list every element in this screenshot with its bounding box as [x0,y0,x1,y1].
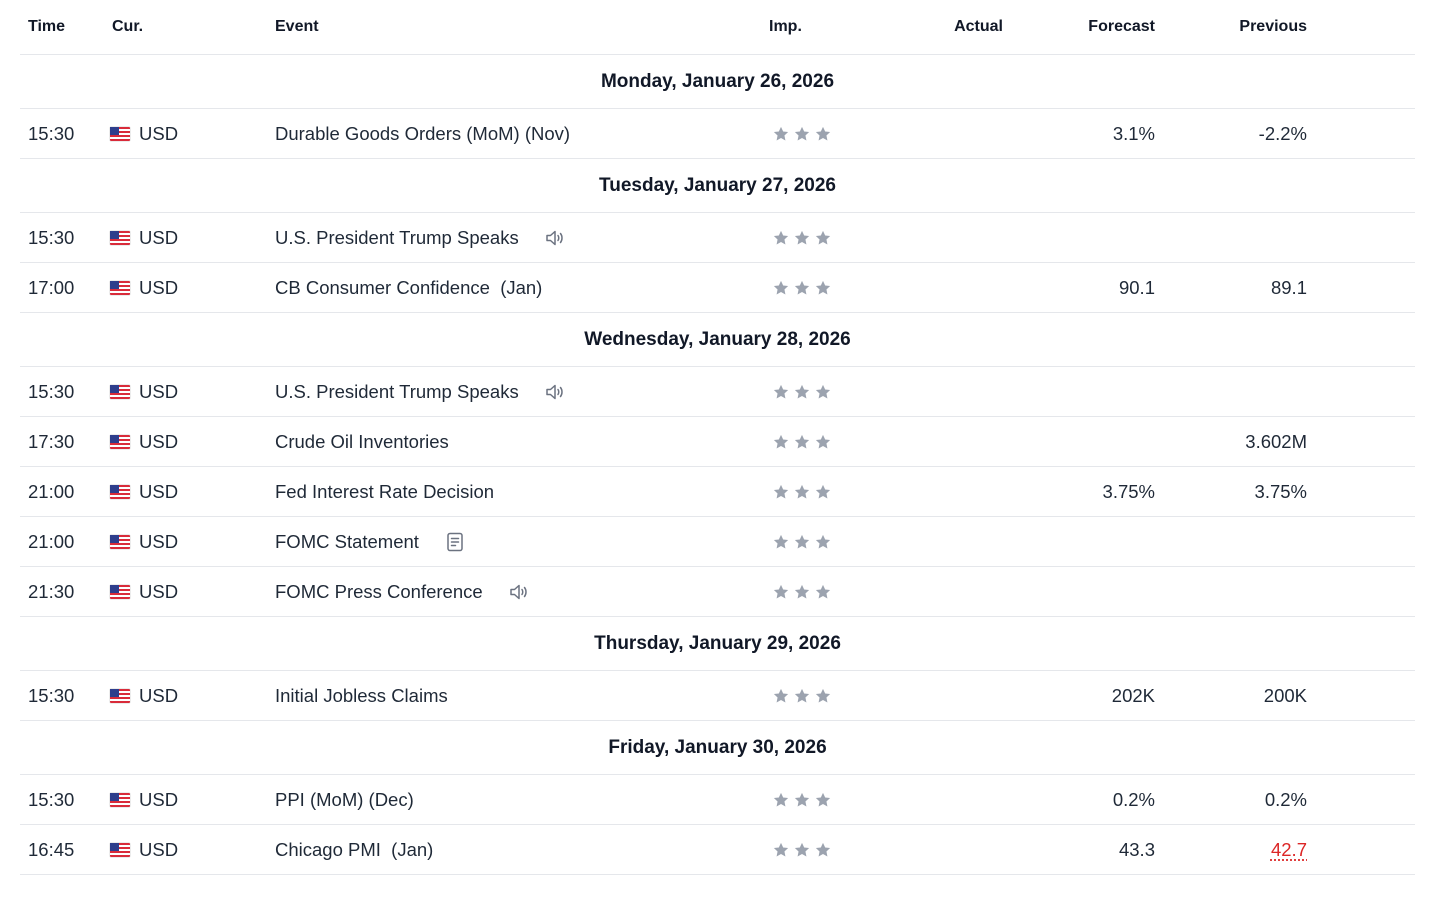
header-currency[interactable]: Cur. [112,18,144,35]
star-icon [814,841,832,859]
event-previous [1155,685,1307,707]
day-header: Monday, January 26, 2026 [20,55,1415,109]
document-icon[interactable] [443,530,467,554]
event-previous [1155,431,1307,453]
event-forecast: 3.1% [1112,122,1155,144]
event-time: 21:00 [28,530,75,552]
event-cell [275,277,764,299]
star-icon [772,687,790,705]
event-forecast: 90.1 [1118,276,1155,298]
event-currency [112,789,275,811]
event-time: 15:30 [28,122,75,144]
event-currency [112,381,275,403]
event-time: 21:30 [28,580,75,602]
star-icon [772,229,790,247]
us-flag-icon [110,485,130,499]
star-icon [814,383,832,401]
event-time: 17:30 [28,430,75,452]
event-previous [1155,839,1307,861]
event-name[interactable]: Chicago PMI (Jan) [275,838,434,860]
event-currency [112,685,275,707]
star-icon [772,533,790,551]
event-cell [275,685,764,707]
event-name[interactable]: CB Consumer Confidence (Jan) [275,276,543,298]
event-time: 15:30 [28,788,75,810]
currency-code: USD [139,580,179,602]
importance-rating [764,383,874,401]
event-row[interactable] [20,263,1415,313]
previous-value: 3.602M [1245,430,1307,452]
event-cell [275,580,764,604]
header-time[interactable]: Time [28,18,66,35]
event-currency [112,277,275,299]
table-header [20,0,1415,55]
star-icon [793,125,811,143]
us-flag-icon [110,793,130,807]
speaker-icon[interactable] [507,580,531,604]
star-icon [793,791,811,809]
star-icon [772,125,790,143]
importance-rating [764,841,874,859]
event-row[interactable] [20,467,1415,517]
currency-code: USD [139,788,179,810]
currency-code: USD [139,480,179,502]
event-time: 17:00 [28,276,75,298]
event-time: 16:45 [28,838,75,860]
event-currency [112,431,275,453]
us-flag-icon [110,435,130,449]
event-time: 21:00 [28,480,75,502]
event-cell [275,380,764,404]
event-name[interactable]: Durable Goods Orders (MoM) (Nov) [275,122,571,144]
previous-value: 0.2% [1264,788,1307,810]
header-actual[interactable]: Actual [954,18,1003,35]
star-icon [772,383,790,401]
event-cell [275,226,764,250]
star-icon [793,483,811,501]
event-forecast: 3.75% [1102,480,1155,502]
star-icon [793,279,811,297]
importance-rating [764,791,874,809]
header-importance[interactable]: Imp. [769,18,802,35]
importance-rating [764,533,874,551]
currency-code: USD [139,838,179,860]
star-icon [793,533,811,551]
us-flag-icon [110,231,130,245]
event-previous [1155,123,1307,145]
currency-code: USD [139,380,179,402]
event-previous [1155,789,1307,811]
header-event[interactable]: Event [275,18,319,35]
importance-rating [764,687,874,705]
us-flag-icon [110,127,130,141]
star-icon [814,791,832,809]
star-icon [793,841,811,859]
currency-code: USD [139,122,179,144]
currency-code: USD [139,226,179,248]
event-row[interactable] [20,367,1415,417]
event-forecast: 43.3 [1118,838,1155,860]
event-name[interactable]: FOMC Press Conference [275,580,483,602]
previous-value: 3.75% [1254,480,1307,502]
us-flag-icon [110,585,130,599]
event-name[interactable]: Crude Oil Inventories [275,430,449,452]
previous-value: 89.1 [1270,276,1307,298]
event-name[interactable]: U.S. President Trump Speaks [275,380,519,402]
event-cell [275,431,764,453]
event-cell [275,789,764,811]
economic-calendar [20,0,1415,875]
star-icon [814,687,832,705]
table-body [20,55,1415,875]
event-row[interactable] [20,517,1415,567]
star-icon [814,583,832,601]
star-icon [814,279,832,297]
previous-value: 200K [1263,684,1307,706]
event-name[interactable]: FOMC Statement [275,530,419,552]
event-forecast: 202K [1111,684,1155,706]
importance-rating [764,433,874,451]
us-flag-icon [110,385,130,399]
event-row[interactable] [20,567,1415,617]
star-icon [814,433,832,451]
star-icon [772,583,790,601]
event-time: 15:30 [28,684,75,706]
star-icon [814,533,832,551]
event-name[interactable]: PPI (MoM) (Dec) [275,788,414,810]
us-flag-icon [110,535,130,549]
star-icon [814,229,832,247]
star-icon [793,383,811,401]
star-icon [793,433,811,451]
star-icon [793,229,811,247]
header-previous[interactable]: Previous [1239,18,1307,35]
event-previous [1155,277,1307,299]
day-header: Tuesday, January 27, 2026 [20,159,1415,213]
star-icon [772,433,790,451]
event-forecast: 0.2% [1112,788,1155,810]
event-time: 15:30 [28,226,75,248]
importance-rating [764,125,874,143]
star-icon [793,583,811,601]
event-row[interactable] [20,671,1415,721]
importance-rating [764,279,874,297]
event-row[interactable] [20,775,1415,825]
event-currency [112,227,275,249]
previous-value: -2.2% [1258,122,1307,144]
header-forecast[interactable]: Forecast [1088,18,1155,35]
us-flag-icon [110,281,130,295]
event-cell [275,530,764,554]
currency-code: USD [139,530,179,552]
star-icon [814,483,832,501]
currency-code: USD [139,430,179,452]
star-icon [772,483,790,501]
event-cell [275,839,764,861]
star-icon [814,125,832,143]
importance-rating [764,583,874,601]
event-currency [112,581,275,603]
event-name[interactable]: Fed Interest Rate Decision [275,480,495,502]
us-flag-icon [110,843,130,857]
star-icon [772,279,790,297]
importance-rating [764,229,874,247]
event-row[interactable] [20,417,1415,467]
us-flag-icon [110,689,130,703]
event-currency [112,839,275,861]
importance-rating [764,483,874,501]
event-currency [112,531,275,553]
event-cell [275,481,764,503]
currency-code: USD [139,276,179,298]
event-name[interactable]: Initial Jobless Claims [275,684,448,706]
star-icon [772,791,790,809]
day-header: Wednesday, January 28, 2026 [20,313,1415,367]
previous-value: 42.7 [1270,838,1307,860]
event-name[interactable]: U.S. President Trump Speaks [275,226,519,248]
event-previous [1155,481,1307,503]
day-header: Friday, January 30, 2026 [20,721,1415,775]
event-row[interactable] [20,109,1415,159]
event-currency [112,123,275,145]
speaker-icon[interactable] [543,226,567,250]
star-icon [793,687,811,705]
event-time: 15:30 [28,380,75,402]
speaker-icon[interactable] [543,380,567,404]
event-row[interactable] [20,825,1415,875]
event-row[interactable] [20,213,1415,263]
event-currency [112,481,275,503]
currency-code: USD [139,684,179,706]
day-header: Thursday, January 29, 2026 [20,617,1415,671]
event-cell [275,123,764,145]
star-icon [772,841,790,859]
